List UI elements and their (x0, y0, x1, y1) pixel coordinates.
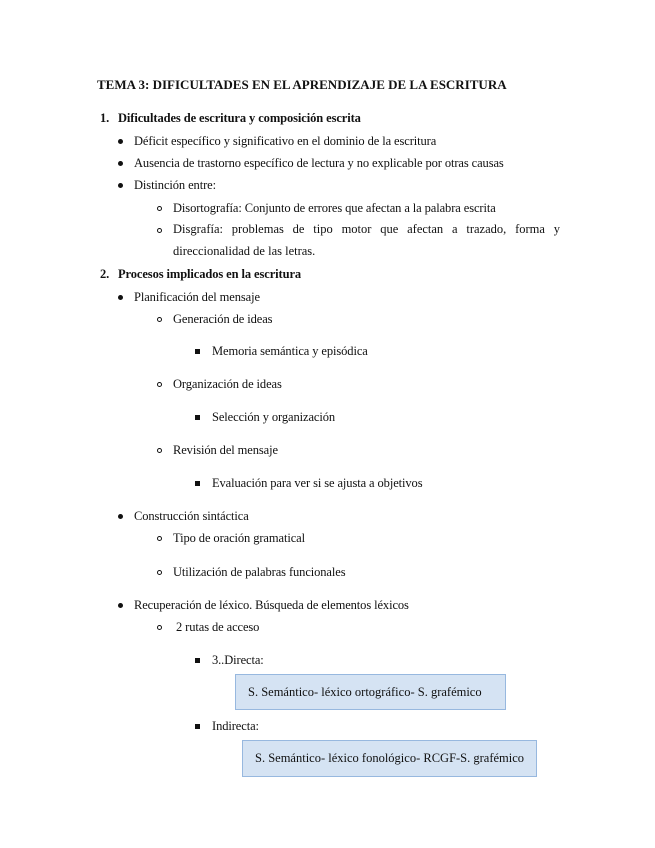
rutas-item: 2 rutas de acceso (176, 620, 260, 634)
bullet-circle-icon (157, 206, 162, 211)
bullet-circle-icon (157, 570, 162, 575)
section-1-heading: Dificultades de escritura y composición escrita (118, 111, 361, 125)
bullet-square-icon (195, 349, 200, 354)
construccion-item: Construcción sintáctica (134, 509, 249, 523)
bullet-circle-icon (157, 317, 162, 322)
utilizacion-item: Utilización de palabras funcionales (173, 565, 346, 579)
section-1-number: 1. (100, 111, 110, 125)
document-title: TEMA 3: DIFICULTADES EN EL APRENDIZAJE DE LA ESCRITURA (97, 77, 507, 92)
bullet-disc-icon (118, 161, 123, 166)
bullet-square-icon (195, 415, 200, 420)
bullet-square-icon (195, 724, 200, 729)
recuperacion-item: Recuperación de léxico. Búsqueda de elementos léxicos (134, 598, 409, 612)
revision-item: Revisión del mensaje (173, 443, 278, 457)
bullet-disc-icon (118, 603, 123, 608)
planificacion-item: Planificación del mensaje (134, 290, 260, 304)
memoria-item: Memoria semántica y episódica (212, 344, 368, 358)
indirecta-route-box: S. Semántico- léxico fonológico- RCGF-S. grafémico (242, 740, 537, 777)
seleccion-item: Selección y organización (212, 410, 336, 424)
bullet-disc-icon (118, 295, 123, 300)
bullet-square-icon (195, 658, 200, 663)
evaluacion-item: Evaluación para ver si se ajusta a objetivos (212, 476, 423, 490)
section-2-heading: Procesos implicados en la escritura (118, 267, 302, 281)
bullet-square-icon (195, 481, 200, 486)
bullet-disc-icon (118, 183, 123, 188)
bullet-disc-icon (118, 139, 123, 144)
generacion-item: Generación de ideas (173, 312, 273, 326)
section-1-subitem-2: Disgrafía: problemas de tipo motor que afectan a trazado, forma y direccionalidad de las letras. (173, 222, 560, 258)
section-1-item-2: Ausencia de trastorno específico de lectura y no explicable por otras causas (134, 156, 504, 170)
directa-item: 3..Directa: (212, 653, 264, 667)
bullet-circle-icon (157, 382, 162, 387)
bullet-circle-icon (157, 536, 162, 541)
section-2-number: 2. (100, 267, 110, 281)
bullet-circle-icon (157, 448, 162, 453)
section-1-subitem-1: Disortografía: Conjunto de errores que afectan a la palabra escrita (173, 201, 496, 215)
section-1-item-3: Distinción entre: (134, 178, 216, 192)
bullet-disc-icon (118, 514, 123, 519)
section-1-item-1: Déficit específico y significativo en el dominio de la escritura (134, 134, 437, 148)
organizacion-item: Organización de ideas (173, 377, 282, 391)
directa-route-box: S. Semántico- léxico ortográfico- S. grafémico (235, 674, 506, 710)
bullet-circle-icon (157, 625, 162, 630)
tipo-item: Tipo de oración gramatical (173, 531, 305, 545)
bullet-circle-icon (157, 228, 162, 233)
indirecta-item: Indirecta: (212, 719, 259, 733)
